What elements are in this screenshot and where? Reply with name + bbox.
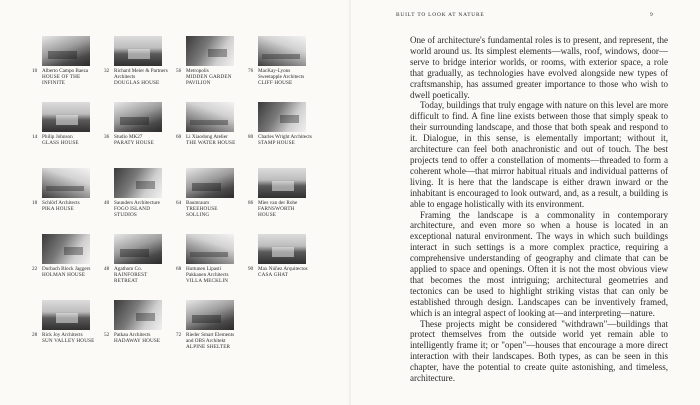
project-page-number: 60	[176, 134, 182, 140]
project-caption	[176, 134, 248, 146]
project-photo	[42, 102, 90, 132]
project-architect: Metropolis	[186, 68, 209, 74]
running-head: BUILT TO LOOK AT NATURE	[396, 12, 485, 18]
project-thumbnail-grid	[32, 36, 320, 362]
project-item[interactable]	[176, 300, 248, 362]
project-photo	[114, 36, 162, 66]
project-caption	[32, 68, 104, 87]
project-caption	[104, 266, 176, 285]
project-item[interactable]	[32, 234, 104, 296]
project-photo	[258, 36, 306, 66]
project-item[interactable]	[32, 168, 104, 230]
project-item[interactable]	[176, 168, 248, 230]
project-photo	[258, 102, 306, 132]
page-number: 9	[650, 12, 653, 18]
project-architect: Huttunen Lipasti Pakkanen Architects	[186, 266, 229, 279]
project-title: HOLMAN HOUSE	[42, 272, 86, 279]
project-item[interactable]	[104, 300, 176, 362]
project-page-number: 22	[32, 266, 38, 272]
project-photo	[186, 102, 234, 132]
project-architect: Patkau Architects	[114, 332, 151, 338]
project-page-number: 48	[104, 266, 110, 272]
project-item[interactable]	[104, 102, 176, 164]
project-caption	[104, 332, 176, 344]
project-title: FOGO ISLAND STUDIOS	[114, 206, 151, 219]
project-item[interactable]	[32, 36, 104, 98]
project-architect: Studio MK27	[114, 134, 143, 140]
project-photo	[114, 102, 162, 132]
project-title: SUN VALLEY HOUSE	[42, 338, 95, 345]
project-title: RAINFOREST RETREAT	[114, 272, 148, 285]
body-paragraph: One of architecture's fundamental roles is to present, and represent, the world around us. Its simplest elements—walls, roof, windows, door—serve to bridge interior worlds, or rooms, with exterior space, a role that gradually, as technologies have evolved alongside new types of craftsmanship, has assumed greater importance to those who wish to dwell poetically.	[410, 35, 668, 100]
project-architect: Agathom Co.	[114, 266, 142, 272]
body-paragraph: Framing the landscape is a commonality in contemporary architecture, and even more so when a house is located in an exceptional natural environment. The ways in which such buildings interact in such settings is a more complex practice, requiring a comprehensive understanding of geography and climate that can be applied to space and openings. Often it is not the most obvious view that becomes the most intriguing; architectural geometries and tectonics can be used to highlight striking vistas that can only be established through design. Landscapes can be inventively framed, which is an integral aspect of looking at—and interpreting—nature.	[410, 209, 668, 318]
project-photo	[258, 234, 306, 264]
project-photo	[42, 234, 90, 264]
project-caption	[176, 200, 248, 219]
project-architect: Charles Wright Architects	[258, 134, 312, 140]
project-title: CLIFF HOUSE	[258, 80, 293, 87]
project-page-number: 52	[104, 332, 110, 338]
project-title: CASA GHAT	[258, 272, 289, 279]
project-architect: Max Núñez Arquitectos	[258, 266, 308, 272]
project-caption	[248, 134, 320, 146]
project-architect: Richard Meier & Partners Architects	[114, 68, 168, 81]
project-caption	[248, 266, 320, 278]
project-page-number: 80	[248, 134, 254, 140]
project-item[interactable]	[176, 36, 248, 98]
project-caption	[32, 266, 104, 278]
project-title: DOUGLAS HOUSE	[114, 80, 160, 87]
project-page-number: 14	[32, 134, 38, 140]
project-photo	[42, 168, 90, 198]
project-photo	[186, 36, 234, 66]
project-photo	[186, 234, 234, 264]
project-page-number: 10	[32, 68, 38, 74]
page-gutter	[349, 0, 351, 405]
project-title: STAMP HOUSE	[258, 140, 295, 147]
project-architect: Rick Joy Architects	[42, 332, 83, 338]
project-photo	[114, 300, 162, 330]
project-page-number: 36	[104, 134, 110, 140]
project-item[interactable]	[248, 234, 320, 296]
project-caption	[104, 68, 176, 87]
project-caption	[32, 332, 104, 344]
project-page-number: 18	[32, 200, 38, 206]
project-item[interactable]	[248, 168, 320, 230]
chapter-introduction	[410, 35, 668, 384]
project-caption	[104, 200, 176, 219]
project-caption	[248, 68, 320, 87]
project-caption	[104, 134, 176, 146]
project-caption	[176, 332, 248, 351]
project-photo	[114, 168, 162, 198]
project-photo	[114, 234, 162, 264]
project-page-number: 68	[176, 266, 182, 272]
project-title: GLASS HOUSE	[42, 140, 79, 147]
project-architect: MacKay-Lyons Sweetapple Architects	[258, 68, 305, 81]
project-title: PIKA HOUSE	[42, 206, 74, 213]
project-page-number: 76	[248, 68, 254, 74]
project-title: VILLA MECKLIN	[186, 278, 229, 285]
project-photo	[186, 300, 234, 330]
body-paragraph: Today, buildings that truly engage with nature on this level are more difficult to find. A fine line exists between those that simply speak to their surrounding landscape, and those that both speak and respond to it. Dialogue, in this sense, is elementally important; without it, architecture can feel both anachronistic and out of touch. The best projects tend to offer a constellation of moments—threaded to form a coherent whole—that mirror habitual rituals and individual patterns of living. It is here that the landscape is either drawn inward or the inhabitant is encouraged to look outward, and, as a result, a building is able to engage holistically with its environment.	[410, 100, 668, 209]
project-architect: Mies van der Rohe	[258, 200, 298, 206]
project-page-number: 86	[248, 200, 254, 206]
project-photo	[42, 300, 90, 330]
project-architect: Rieder Smart Elements and OBS Architekt	[186, 332, 235, 345]
project-caption	[248, 200, 320, 219]
project-architect: Durbach Block Jaggers	[42, 266, 91, 272]
project-caption	[176, 68, 248, 87]
project-title: TREEHOUSE SOLLING	[186, 206, 218, 219]
project-caption	[32, 200, 104, 212]
project-architect: Schlörf Architects	[42, 200, 80, 206]
project-architect: Philip Johnson	[42, 134, 73, 140]
project-item[interactable]	[176, 234, 248, 296]
project-item[interactable]	[248, 36, 320, 98]
project-page-number: 90	[248, 266, 254, 272]
project-architect: Li Xiaodong Atelier	[186, 134, 228, 140]
project-item[interactable]	[104, 234, 176, 296]
project-title: PARATY HOUSE	[114, 140, 154, 147]
project-title: THE WATER HOUSE	[186, 140, 236, 147]
project-page-number: 64	[176, 200, 182, 206]
project-photo	[258, 168, 306, 198]
project-page-number: 28	[32, 332, 38, 338]
project-caption	[176, 266, 248, 285]
project-architect: Baumraum	[186, 200, 210, 206]
project-architect: Alberto Campo Baeza	[42, 68, 89, 74]
project-caption	[32, 134, 104, 146]
project-item[interactable]	[248, 102, 320, 164]
project-architect: Saunders Architecture	[114, 200, 160, 206]
project-item[interactable]	[104, 36, 176, 98]
project-title: ALPINE SHELTER	[186, 344, 231, 351]
project-title: MIDDEN GARDEN PAVILION	[186, 74, 232, 87]
project-photo	[186, 168, 234, 198]
project-item[interactable]	[32, 102, 104, 164]
project-page-number: 32	[104, 68, 110, 74]
project-title: HADAWAY HOUSE	[114, 338, 161, 345]
project-item[interactable]	[32, 300, 104, 362]
project-item[interactable]	[104, 168, 176, 230]
project-photo	[42, 36, 90, 66]
project-title: HOUSE OF THE INFINITE	[42, 74, 81, 87]
project-item[interactable]	[176, 102, 248, 164]
project-page-number: 40	[104, 200, 110, 206]
project-title: FARNSWORTH HOUSE	[258, 206, 295, 219]
body-paragraph: These projects might be considered "withdrawn"—buildings that protect themselves from the outside world yet remain able to intelligently frame it; or "open"—houses that encourage a more direct interaction with their landscapes. Both types, as can be seen in this chapter, have the potential to create quite astonishing, and timeless, architecture.	[410, 318, 668, 384]
project-page-number: 72	[176, 332, 182, 338]
project-page-number: 56	[176, 68, 182, 74]
